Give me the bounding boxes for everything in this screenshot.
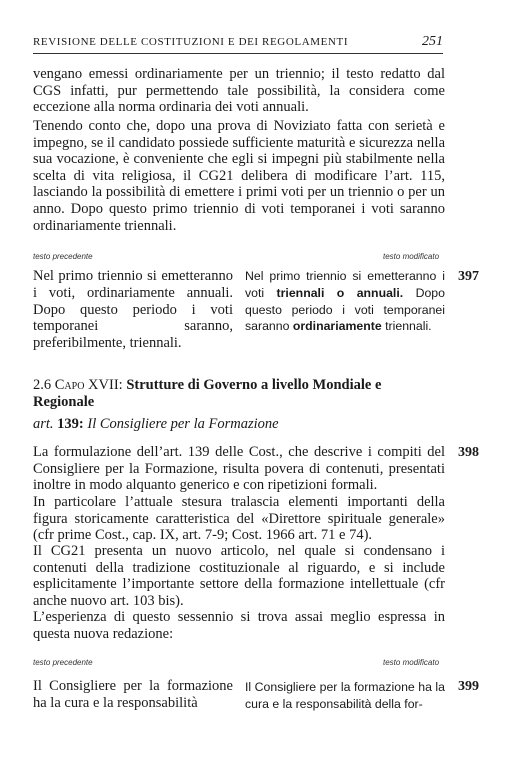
body-paragraph-2: In particolare l’attuale stesura tralascia elementi importanti della figura storicamente caratteristica del «Direttore spirituale generale» (cfr prime Cost., cap. IX, art. 7-9; Cost. 1966 art. 71 e 74). [33,494,445,544]
margin-number-397: 397 [458,269,479,284]
margin-number-398: 398 [458,445,479,460]
modified-text-part: voti [245,285,277,300]
modified-text-emphasis: ordinariamente [292,319,382,334]
article-prefix: art. [33,416,54,432]
label-modified-text: testo modificato [383,252,440,261]
section-capo: Capo XVII: [54,377,123,393]
modified-text-399: Il Consigliere per la formazione ha la cura e la responsabilità della for- [245,680,445,711]
label-modified-text: testo modificato [383,658,440,667]
body-paragraph-4: L’esperienza di questo sessennio si trova assai meglio espressa in questa nuova redazione: [33,609,445,642]
article-number: 139: [57,416,84,432]
article-title: Il Consigliere per la Formazione [87,416,279,432]
modified-text-part: Dopo questo periodo i voti temporanei saranno [245,285,445,334]
section-heading [33,377,445,411]
previous-text-399: Il Consigliere per la formazione ha la cura e la responsabilità [33,678,233,711]
margin-number-399: 399 [458,679,479,694]
previous-text-397: Nel primo triennio si emetteranno i voti, ordinariamente annuali. Dopo questo periodo i voti temporanei saranno, preferibilmente, triennali. [33,268,233,352]
label-previous-text: testo precedente [33,252,93,261]
modified-text-emphasis: triennali o annuali. [276,285,404,300]
body-paragraph-3: Il CG21 presenta un nuovo articolo, nel quale si condensano i contenuti della tradizione costituzionale al riguardo, e si include esplicitamente l’importante settore della formazione intellettuale (cfr anche nuovo art. 103 bis). [33,543,445,609]
body-paragraph-1: La formulazione dell’art. 139 delle Cost., che descrive i compiti del Consigliere per la Formazione, risulta povera di contenuti, presentati inoltre in modo alquanto generico e con ripetizioni formali. [33,444,445,494]
label-previous-text: testo precedente [33,658,93,667]
article-heading [33,416,279,433]
running-title: REVISIONE DELLE COSTITUZIONI E DEI REGOLAMENTI [33,36,349,48]
modified-text-part: triennali. [381,319,432,334]
intro-paragraph-2: Tenendo conto che, dopo una prova di Noviziato fatta con serietà e impegno, se il candidato possiede sufficiente maturità e sicurezza nella sua vocazione, è conveniente che egli si impegni più stabilmente nella scelta di vita religiosa, il CG21 delibera di modificare l’art. 115, lasciando la possibilità di emettere i primi voti per un triennio o per un anno. Dopo questo primo triennio di voti temporanei i voti saranno ordinariamente triennali. [33,118,445,234]
intro-paragraph-1: vengano emessi ordinariamente per un triennio; il testo redatto dal CGS infatti, pur permettendo tale possibilità, la considera come eccezione alla norma ordinaria dei voti annuali. [33,66,445,116]
page-number: 251 [422,34,443,49]
running-header [33,35,443,54]
modified-text-part: Nel primo triennio si emetteranno i [245,269,445,283]
modified-text-397 [245,268,445,335]
section-title: Strutture di Governo a livello Mondiale e Regionale [33,377,382,410]
section-number: 2.6 [33,377,52,393]
